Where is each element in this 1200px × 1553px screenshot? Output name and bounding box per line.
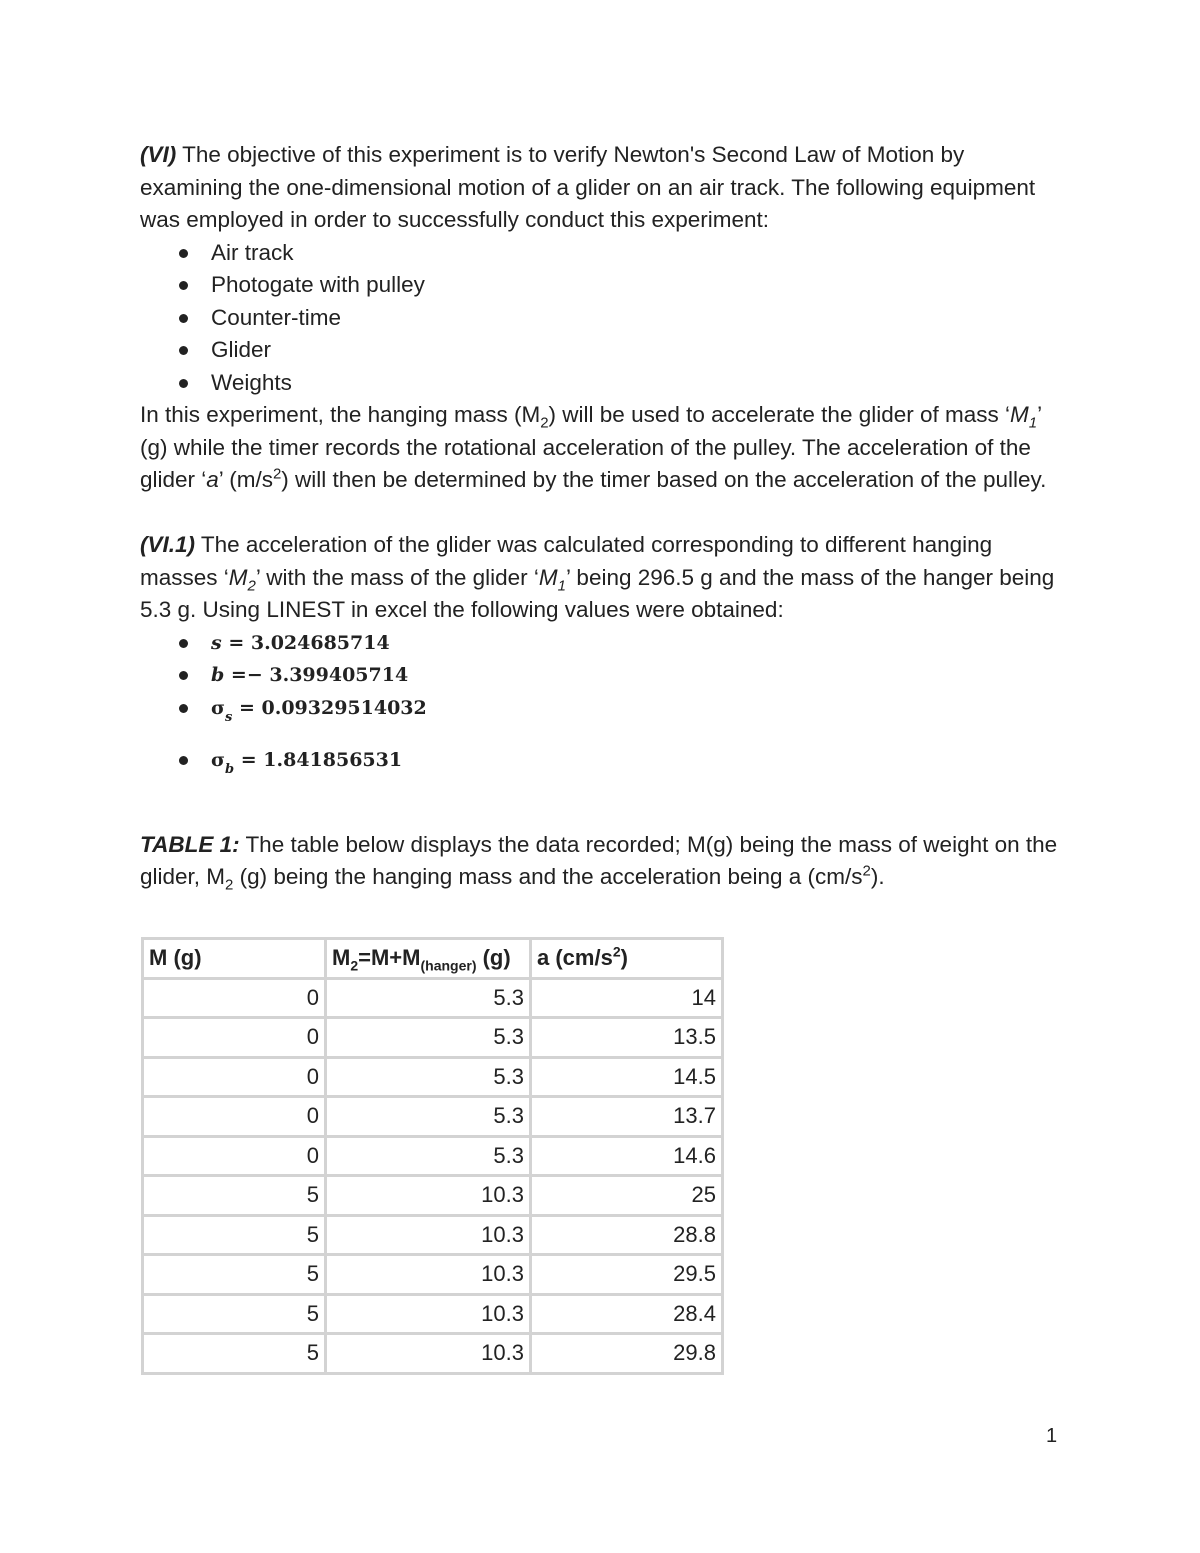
description-text: ’ (g) while the timer records the rotational acceleration of the pulley. The acceleration of the glider ‘ [140,402,1042,492]
subscript: 2 [225,876,234,894]
vi1-text: ’ being 296.5 g and the mass of the hanger being 5.3 g. Using LINEST in excel the following values were obtained: [140,564,1055,622]
vi1-paragraph [140,529,1060,627]
table-cell: 14.5 [531,1057,723,1097]
header-text: =M+M [358,945,421,971]
table-cell: 10.3 [326,1255,531,1295]
description-text: ) will then be determined by the timer based on the acceleration of the pulley. [281,467,1047,492]
header-text: ) [620,945,628,971]
table-cell: 5 [143,1255,326,1295]
table-cell: 0 [143,1018,326,1058]
table-row [143,1215,723,1255]
superscript: 2 [612,943,621,960]
table-cell: 25 [531,1176,723,1216]
math-symbol: σ [211,696,226,719]
table-cell: 5.3 [326,978,531,1018]
header-text: (g) [476,945,511,971]
math-symbol: b [211,664,225,686]
table-cell: 5.3 [326,1018,531,1058]
subscript: 1 [557,577,567,594]
page-number: 1 [1046,1425,1058,1447]
variable: a [206,467,219,492]
table-cell: 10.3 [326,1215,531,1255]
equipment-list [140,237,1060,400]
table-row [143,1057,723,1097]
list-item: Photogate with pulley [140,269,1060,302]
list-item: Glider [140,334,1060,367]
superscript: 2 [272,465,282,483]
table-cell: 0 [143,1097,326,1137]
header-text: M (g) [149,945,202,971]
table-cell: 28.4 [531,1294,723,1334]
table-row [143,1334,723,1374]
caption-text: The table below displays the data recorded; M(g) being the mass of weight on the glider, M [140,831,1058,889]
variable: M [538,564,558,590]
header-acceleration [531,939,723,979]
list-item [140,692,1060,735]
header-mass [143,939,326,979]
subscript: 2 [540,414,549,432]
section-label-vi1: (VI.1) [140,532,196,557]
math-value: = 1.841856531 [234,749,403,771]
table-row [143,1176,723,1216]
math-value: = 0.09329514032 [232,696,427,719]
table-cell: 10.3 [326,1294,531,1334]
data-table [141,937,724,1375]
table-row [143,1294,723,1334]
table-cell: 14 [531,978,723,1018]
caption-text: ). [870,864,885,889]
header-text: M [332,945,351,971]
table-label: TABLE 1: [140,831,240,857]
list-item: Weights [140,367,1060,400]
table-row [143,1018,723,1058]
table-caption [140,829,1060,894]
table-cell: 0 [143,1136,326,1176]
table-cell: 10.3 [326,1334,531,1374]
table-header-row [143,939,723,979]
table-cell: 5.3 [326,1057,531,1097]
document-body [140,139,1060,894]
table-row [143,978,723,1018]
table-cell: 5 [143,1334,326,1374]
spacer [140,497,1060,530]
variable: M [1010,402,1029,427]
table-row [143,1136,723,1176]
section-label-vi: (VI) [140,142,177,167]
superscript: 2 [862,862,871,880]
table-cell: 10.3 [326,1176,531,1216]
subscript: 1 [1028,414,1038,432]
header-text: a (cm/s [537,945,613,971]
table-cell: 29.8 [531,1334,723,1374]
caption-text: (g) being the hanging mass and the acceleration being a (cm/s [233,864,863,889]
description-text: ’ (m/s [218,467,273,492]
description-text: ) will be used to accelerate the glider of mass ‘ [548,402,1011,427]
objective-text: The objective of this experiment is to verify Newton's Second Law of Motion by examining the one-dimensional motion of a glider on an air track. The following equipment was employed in order to successfully conduct this experiment: [140,142,1036,232]
list-item: Counter-time [140,302,1060,335]
variable: M [228,564,248,590]
table-cell: 0 [143,1057,326,1097]
table-cell: 0 [143,978,326,1018]
math-symbol: s [211,631,222,654]
table-cell: 29.5 [531,1255,723,1295]
table-cell: 28.8 [531,1215,723,1255]
math-subscript: b [225,762,235,777]
list-item [140,744,1060,787]
subscript: 2 [350,957,359,974]
description-text: In this experiment, the hanging mass (M [140,402,541,427]
linest-values-list [140,627,1060,787]
vi1-text: The acceleration of the glider was calculated corresponding to different hanging masses ‘ [140,532,993,590]
math-subscript: s [225,709,233,725]
table-cell: 5 [143,1294,326,1334]
math-value: = 3.024685714 [221,631,390,654]
header-hanging-mass [326,939,531,979]
table-cell: 5.3 [326,1097,531,1137]
subscript: 2 [247,577,256,594]
table-cell: 5.3 [326,1136,531,1176]
table-row [143,1255,723,1295]
table-cell: 5 [143,1215,326,1255]
vi1-text: ’ with the mass of the glider ‘ [255,564,539,590]
math-value: =− 3.399405714 [224,664,409,686]
table-row [143,1097,723,1137]
list-item [140,627,1060,660]
table-cell: 13.5 [531,1018,723,1058]
list-item [140,659,1060,692]
description-paragraph [140,399,1060,497]
table-cell: 13.7 [531,1097,723,1137]
list-item: Air track [140,237,1060,270]
math-symbol: σ [211,749,226,771]
spacer [140,787,1060,829]
table-cell: 14.6 [531,1136,723,1176]
subscript: (hanger) [420,957,477,974]
objective-paragraph [140,139,1060,237]
table-cell: 5 [143,1176,326,1216]
